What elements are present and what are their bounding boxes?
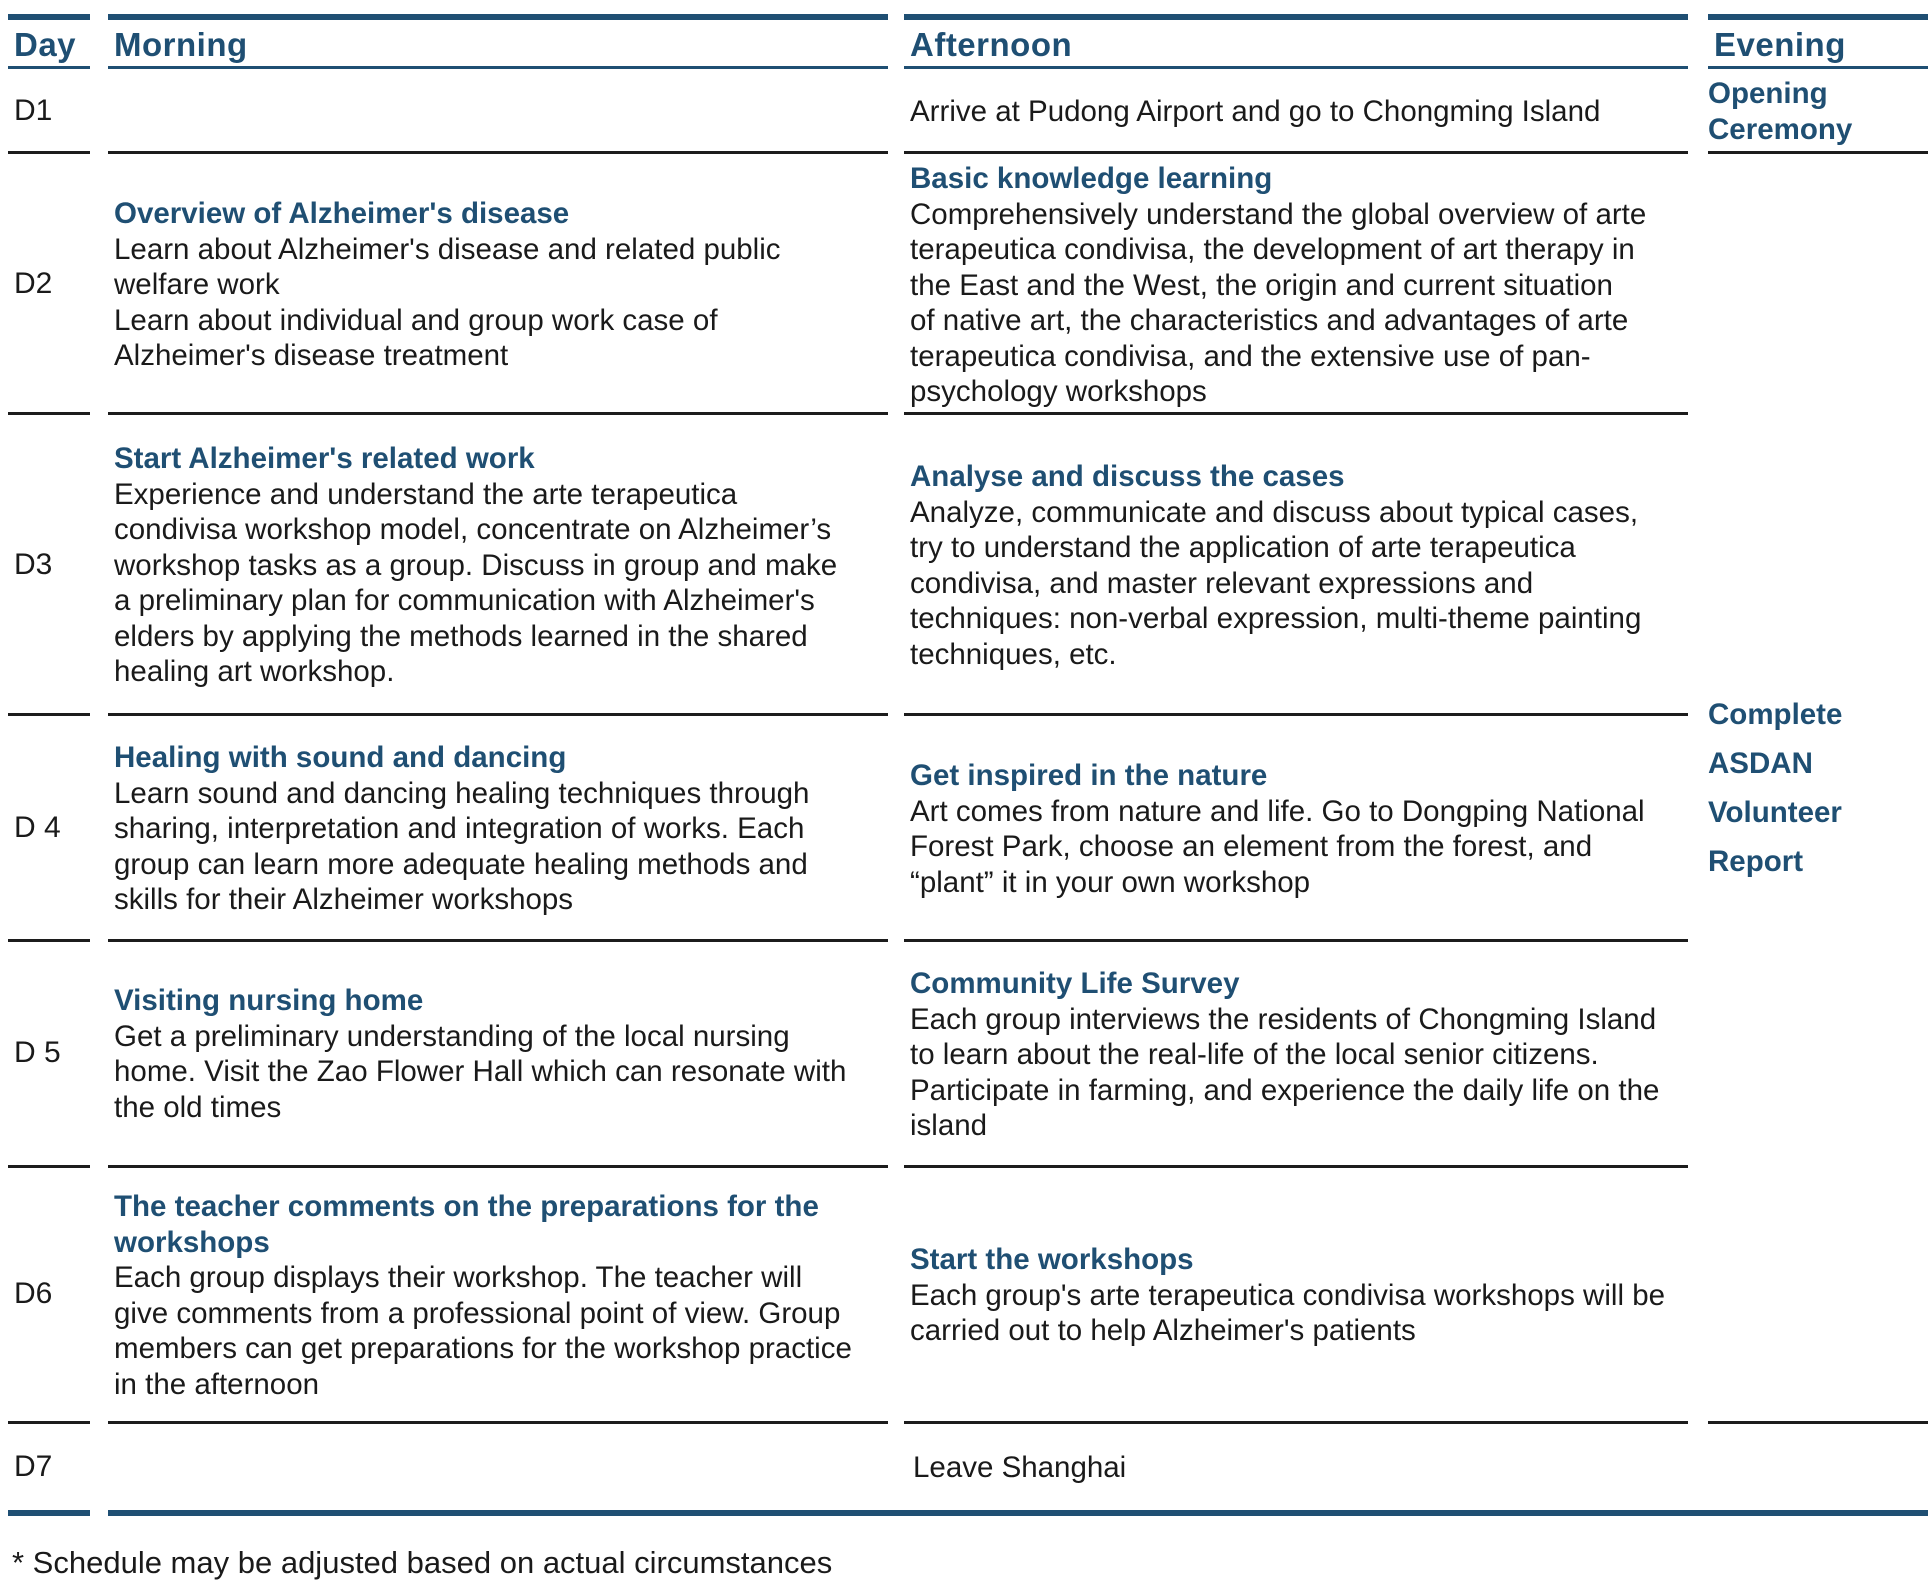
evening-line: Ceremony bbox=[1708, 113, 1853, 146]
row-rule bbox=[108, 713, 888, 716]
morning-body: Get a preliminary understanding of the local nursing home. Visit the Zao Flower Hall which can resonate with the old times bbox=[114, 1019, 847, 1124]
morning-body: Each group displays their workshop. The teacher will give comments from a professional point of view. Group members can get preparations for the workshop practice in the afternoon bbox=[114, 1261, 852, 1401]
header-rule-afternoon bbox=[904, 66, 1688, 69]
evening-line: Complete bbox=[1708, 698, 1843, 731]
afternoon-body: Comprehensively understand the global overview of arte terapeutica condivisa, the development of art therapy in the East and the West, the origin and current situation of native art, the characteristics and advantages of arte terapeutica condivisa, and the extensive use of pan- psychology workshops bbox=[910, 197, 1647, 408]
day-label: D7 bbox=[14, 1450, 53, 1483]
top-rule-evening bbox=[1708, 14, 1928, 20]
row-rule bbox=[904, 713, 1688, 716]
header-rule-day bbox=[8, 66, 90, 69]
row-rule bbox=[8, 1421, 90, 1424]
row-rule bbox=[8, 713, 90, 716]
afternoon-cell-d4 bbox=[910, 758, 1700, 900]
afternoon-title: Start the workshops bbox=[910, 1243, 1194, 1276]
morning-cell-d6 bbox=[114, 1189, 904, 1402]
afternoon-cell-d7 bbox=[913, 1450, 1126, 1486]
row-rule bbox=[8, 412, 90, 415]
afternoon-body: Each group's arte terapeutica condivisa workshops will be carried out to help Alzheimer's patients bbox=[910, 1278, 1666, 1347]
header-evening: Evening bbox=[1714, 26, 1846, 63]
morning-cell-d3 bbox=[114, 441, 904, 690]
row-rule bbox=[108, 151, 888, 154]
row-rule bbox=[1708, 151, 1928, 154]
morning-title: Healing with sound and dancing bbox=[114, 741, 567, 774]
header-day: Day bbox=[14, 26, 77, 63]
evening-d2-d7 bbox=[1708, 690, 1842, 886]
evening-line: Opening bbox=[1708, 77, 1828, 110]
top-rule-afternoon bbox=[904, 14, 1688, 20]
bottom-rule-main bbox=[108, 1510, 1928, 1516]
row-rule bbox=[904, 939, 1688, 942]
morning-title: The teacher comments on the preparations for the workshops bbox=[114, 1190, 819, 1259]
day-label: D6 bbox=[14, 1277, 53, 1310]
afternoon-title: Basic knowledge learning bbox=[910, 162, 1273, 195]
day-label: D 5 bbox=[14, 1036, 61, 1069]
bottom-rule-day bbox=[8, 1510, 90, 1516]
morning-cell-d2 bbox=[114, 196, 894, 374]
row-rule bbox=[108, 1421, 888, 1424]
evening-d1 bbox=[1708, 76, 1852, 148]
header-afternoon: Afternoon bbox=[910, 26, 1073, 63]
row-rule bbox=[8, 939, 90, 942]
day-label: D3 bbox=[14, 548, 53, 581]
row-rule bbox=[8, 151, 90, 154]
row-rule bbox=[904, 1165, 1688, 1168]
top-rule-day bbox=[8, 14, 90, 20]
evening-line: Report bbox=[1708, 845, 1804, 878]
afternoon-body: Arrive at Pudong Airport and go to Chongming Island bbox=[910, 95, 1601, 128]
afternoon-body: Leave Shanghai bbox=[913, 1451, 1127, 1484]
row-rule bbox=[904, 151, 1688, 154]
morning-body: Learn about Alzheimer's disease and related public welfare work Learn about individual and group work case of Alzheimer's disease treatment bbox=[114, 232, 781, 372]
day-label: D2 bbox=[14, 267, 53, 300]
afternoon-body: Analyze, communicate and discuss about typical cases, try to understand the application of arte terapeutica condivisa, and master relevant expressions and techniques: non-verbal expression, multi-theme painting techniques, etc. bbox=[910, 495, 1642, 671]
afternoon-cell-d3 bbox=[910, 459, 1700, 672]
evening-line: ASDAN bbox=[1708, 747, 1813, 780]
top-rule-morning bbox=[108, 14, 888, 20]
row-rule bbox=[904, 412, 1688, 415]
morning-title: Start Alzheimer's related work bbox=[114, 442, 535, 475]
row-rule bbox=[108, 1165, 888, 1168]
row-rule bbox=[108, 939, 888, 942]
morning-body: Learn sound and dancing healing techniques through sharing, interpretation and integration of works. Each group can learn more adequate healing methods and skills for their Alzheimer workshops bbox=[114, 776, 810, 916]
row-rule bbox=[904, 1421, 1688, 1424]
day-label: D 4 bbox=[14, 811, 61, 844]
afternoon-cell-d6 bbox=[910, 1242, 1700, 1349]
morning-body: Experience and understand the arte terapeutica condivisa workshop model, concentrate on Alzheimer’s workshop tasks as a group. Discuss in group and make a preliminary plan for communication with Alzheimer's elders by applying the methods learned in the shared healing art workshop. bbox=[114, 477, 838, 688]
header-rule-evening bbox=[1708, 66, 1928, 69]
morning-title: Overview of Alzheimer's disease bbox=[114, 197, 570, 230]
afternoon-cell-d5 bbox=[910, 966, 1700, 1144]
afternoon-title: Get inspired in the nature bbox=[910, 759, 1268, 792]
afternoon-cell-d1 bbox=[910, 94, 1600, 130]
afternoon-body: Each group interviews the residents of Chongming Island to learn about the real-life of the local senior citizens. Participate in farming, and experience the daily life on the island bbox=[910, 1002, 1660, 1142]
morning-title: Visiting nursing home bbox=[114, 984, 424, 1017]
header-rule-morning bbox=[108, 66, 888, 69]
afternoon-title: Community Life Survey bbox=[910, 967, 1240, 1000]
header-morning: Morning bbox=[114, 26, 248, 63]
afternoon-body: Art comes from nature and life. Go to Dongping National Forest Park, choose an element from the forest, and “plant” it in your own workshop bbox=[910, 794, 1645, 899]
morning-cell-d4 bbox=[114, 740, 904, 918]
afternoon-cell-d2 bbox=[910, 161, 1700, 410]
day-label: D1 bbox=[14, 94, 53, 127]
row-rule bbox=[1708, 1421, 1928, 1424]
morning-cell-d5 bbox=[114, 983, 904, 1125]
afternoon-title: Analyse and discuss the cases bbox=[910, 460, 1345, 493]
row-rule bbox=[108, 412, 888, 415]
footnote: * Schedule may be adjusted based on actual circumstances bbox=[12, 1545, 833, 1580]
row-rule bbox=[8, 1165, 90, 1168]
evening-line: Volunteer bbox=[1708, 796, 1842, 829]
